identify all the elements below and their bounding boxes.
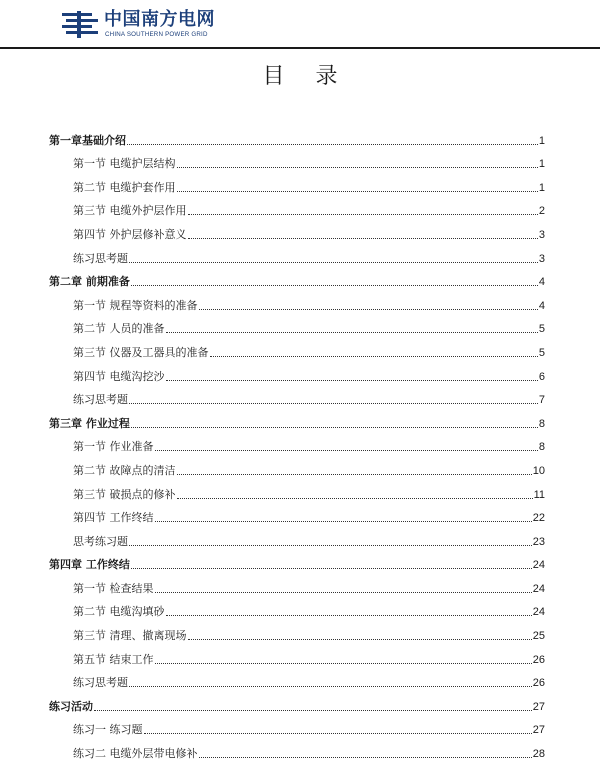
toc-section-entry[interactable] xyxy=(49,360,545,384)
toc-entry-page-number: 1 xyxy=(538,158,545,171)
toc-entry-label: 第五节 结束工作 xyxy=(73,652,154,666)
dot-leader xyxy=(188,213,538,215)
toc-entry-label: 第三节 破损点的修补 xyxy=(73,487,176,501)
dot-leader xyxy=(166,331,538,333)
toc-section-entry[interactable] xyxy=(49,525,545,549)
toc-entry-page-number: 27 xyxy=(532,700,545,713)
toc-section-entry[interactable] xyxy=(49,572,545,596)
toc-entry-label: 第一节 规程等资料的准备 xyxy=(73,298,198,312)
dot-leader xyxy=(210,355,538,357)
dot-leader xyxy=(199,756,532,758)
toc-section-entry[interactable] xyxy=(49,384,545,408)
toc-entry-page-number: 22 xyxy=(532,512,545,525)
toc-section-entry[interactable] xyxy=(49,643,545,667)
dot-leader xyxy=(131,426,538,428)
toc-section-entry[interactable] xyxy=(49,289,545,313)
toc-chapter-entry[interactable] xyxy=(49,124,545,148)
toc-section-entry[interactable] xyxy=(49,596,545,620)
dot-leader xyxy=(129,402,538,404)
dot-leader xyxy=(129,261,538,263)
toc-section-entry[interactable] xyxy=(49,313,545,337)
logo-english-name: CHINA SOUTHERN POWER GRID xyxy=(105,31,208,38)
toc-entry-page-number: 24 xyxy=(532,606,545,619)
toc-entry-label: 练习活动 xyxy=(49,699,93,713)
toc-section-entry[interactable] xyxy=(49,619,545,643)
toc-section-entry[interactable] xyxy=(49,667,545,691)
toc-entry-page-number: 26 xyxy=(532,677,545,690)
dot-leader xyxy=(177,497,533,499)
toc-section-entry[interactable] xyxy=(49,454,545,478)
logo-chinese-name: 中国南方电网 xyxy=(104,9,215,30)
dot-leader xyxy=(94,709,532,711)
toc-entry-label: 第一节 电缆护层结构 xyxy=(73,157,176,171)
toc-section-entry[interactable] xyxy=(49,478,545,502)
dot-leader xyxy=(127,143,538,145)
dot-leader xyxy=(155,449,538,451)
dot-leader xyxy=(144,732,532,734)
toc-entry-page-number: 5 xyxy=(538,346,545,359)
toc-entry-label: 第二章 前期准备 xyxy=(49,275,130,289)
toc-entry-label: 思考练习题 xyxy=(73,534,128,548)
page-header xyxy=(0,0,600,48)
toc-section-entry[interactable] xyxy=(49,195,545,219)
toc-entry-page-number: 8 xyxy=(538,441,545,454)
toc-entry-label: 第二节 人员的准备 xyxy=(73,322,165,336)
toc-entry-label: 第一章基础介绍 xyxy=(49,133,126,147)
dot-leader xyxy=(131,284,538,286)
toc-section-entry[interactable] xyxy=(49,171,545,195)
toc-chapter-entry[interactable] xyxy=(49,266,545,290)
dot-leader xyxy=(177,473,532,475)
toc-section-entry[interactable] xyxy=(49,502,545,526)
dot-leader xyxy=(188,237,538,239)
toc-entry-page-number: 8 xyxy=(538,417,545,430)
dot-leader xyxy=(166,379,538,381)
dot-leader xyxy=(166,614,532,616)
toc-entry-label: 练习一 练习题 xyxy=(73,723,143,737)
toc-entry-page-number: 23 xyxy=(532,535,545,548)
toc-entry-label: 第四节 外护层修补意义 xyxy=(73,227,187,241)
toc-section-entry[interactable] xyxy=(49,714,545,738)
toc-section-entry[interactable] xyxy=(49,148,545,172)
toc-entry-label: 第二节 故障点的清洁 xyxy=(73,463,176,477)
toc-section-entry[interactable] xyxy=(49,737,545,761)
toc-entry-page-number: 1 xyxy=(538,181,545,194)
toc-entry-page-number: 26 xyxy=(532,653,545,666)
toc-entry-label: 第三节 清理、撤离现场 xyxy=(73,629,187,643)
toc-section-entry[interactable] xyxy=(49,431,545,455)
toc-entry-label: 第四节 电缆沟挖沙 xyxy=(73,369,165,383)
toc-entry-page-number: 4 xyxy=(538,299,545,312)
toc-entry-label: 第三节 仪器及工器具的准备 xyxy=(73,345,209,359)
toc-entry-label: 练习二 电缆外层带电修补 xyxy=(73,747,198,761)
toc-entry-page-number: 28 xyxy=(532,748,545,761)
dot-leader xyxy=(177,190,538,192)
toc-entry-page-number: 5 xyxy=(538,323,545,336)
toc-entry-page-number: 3 xyxy=(538,228,545,241)
toc-chapter-entry[interactable] xyxy=(49,407,545,431)
toc-entry-page-number: 6 xyxy=(538,370,545,383)
dot-leader xyxy=(155,520,532,522)
toc-entry-page-number: 11 xyxy=(533,488,545,501)
toc-entry-label: 第四节 工作终结 xyxy=(73,511,154,525)
toc-entry-page-number: 7 xyxy=(538,394,545,407)
dot-leader xyxy=(188,638,532,640)
dot-leader xyxy=(177,166,538,168)
toc-entry-page-number: 10 xyxy=(532,464,545,477)
toc-entry-label: 练习思考题 xyxy=(73,251,128,265)
toc-entry-label: 第二节 电缆沟填砂 xyxy=(73,605,165,619)
toc-entry-label: 第三节 电缆外护层作用 xyxy=(73,204,187,218)
toc-entry-page-number: 4 xyxy=(538,276,545,289)
table-of-contents xyxy=(49,124,545,761)
toc-entry-page-number: 3 xyxy=(538,252,545,265)
csg-logo-icon xyxy=(60,10,100,40)
toc-entry-label: 第四章 工作终结 xyxy=(49,558,130,572)
toc-entry-label: 第三章 作业过程 xyxy=(49,416,130,430)
toc-entry-page-number: 1 xyxy=(538,134,545,147)
toc-entry-page-number: 24 xyxy=(532,582,545,595)
toc-chapter-entry[interactable] xyxy=(49,690,545,714)
dot-leader xyxy=(129,685,532,687)
dot-leader xyxy=(199,308,538,310)
toc-entry-page-number: 25 xyxy=(532,630,545,643)
page-title: 目 录 xyxy=(262,64,350,89)
toc-entry-page-number: 2 xyxy=(538,205,545,218)
toc-entry-page-number: 27 xyxy=(532,724,545,737)
dot-leader xyxy=(129,544,532,546)
header-divider xyxy=(0,47,600,49)
dot-leader xyxy=(155,662,532,664)
toc-entry-label: 练习思考题 xyxy=(73,393,128,407)
toc-entry-label: 第一节 作业准备 xyxy=(73,440,154,454)
toc-chapter-entry[interactable] xyxy=(49,549,545,573)
toc-section-entry[interactable] xyxy=(49,218,545,242)
toc-section-entry[interactable] xyxy=(49,336,545,360)
dot-leader xyxy=(155,591,532,593)
toc-entry-label: 第二节 电缆护套作用 xyxy=(73,180,176,194)
toc-entry-label: 第一节 检查结果 xyxy=(73,581,154,595)
dot-leader xyxy=(131,567,532,569)
toc-entry-page-number: 24 xyxy=(532,559,545,572)
toc-entry-label: 练习思考题 xyxy=(73,676,128,690)
toc-section-entry[interactable] xyxy=(49,242,545,266)
